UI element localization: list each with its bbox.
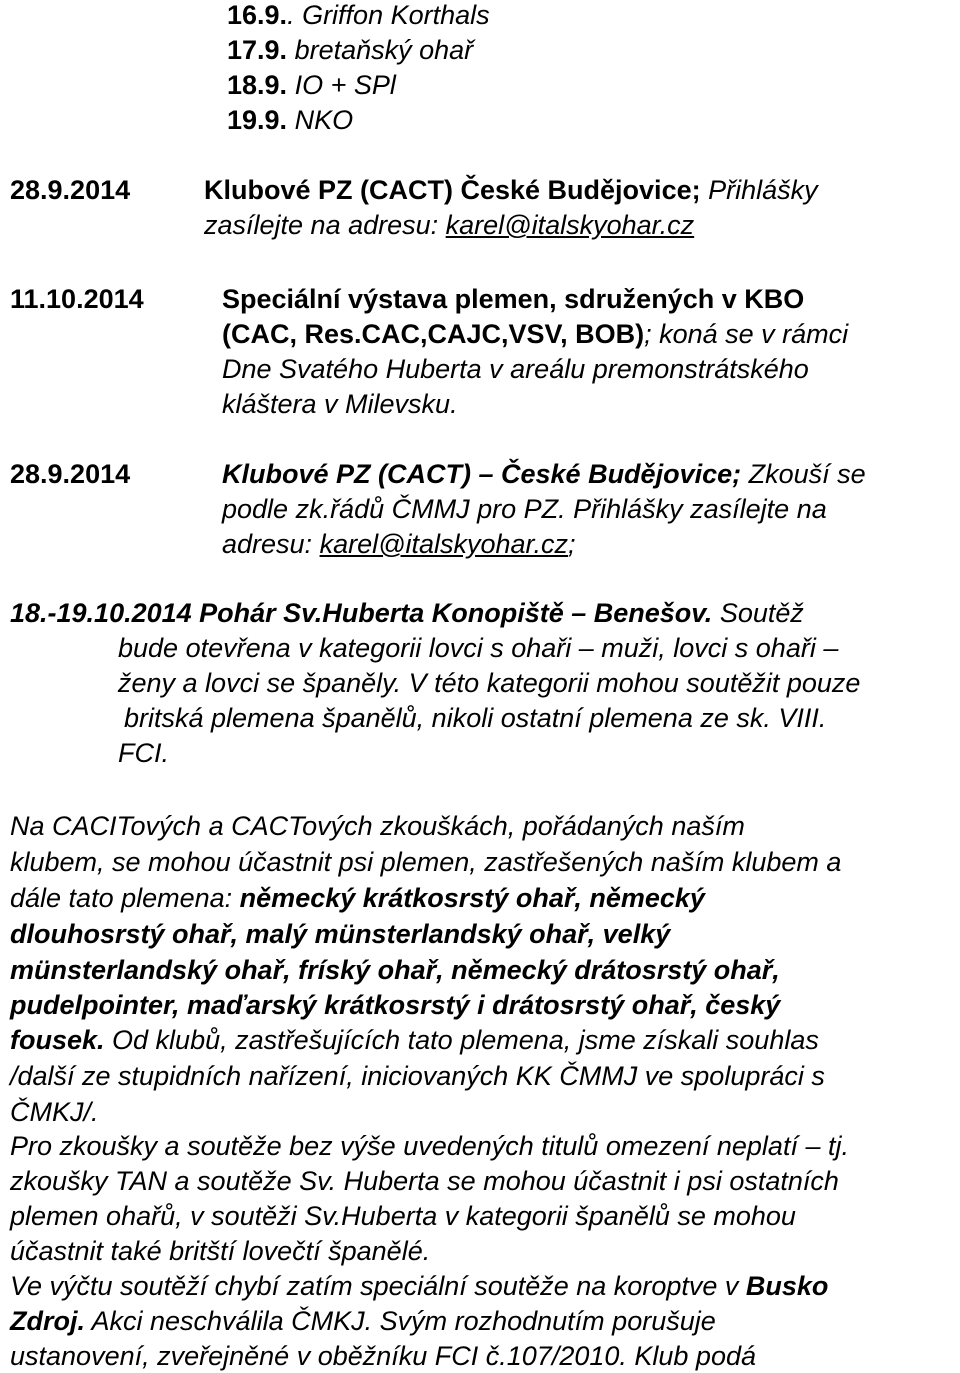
body-text bbox=[10, 881, 705, 915]
event-title-text: (CAC, Res.CAC,CAJC,VSV, BOB) bbox=[222, 319, 645, 349]
event-text: bude otevřena v kategorii lovci s ohaři – muži, lovci s ohaři – bbox=[118, 633, 839, 663]
event-text: kláštera v Milevsku. bbox=[222, 389, 458, 419]
event-title bbox=[222, 457, 866, 491]
schedule-text: IO + SPl bbox=[287, 70, 396, 100]
schedule-item bbox=[227, 68, 396, 102]
event-date: 11.10.2014 bbox=[10, 284, 144, 314]
schedule-text: bretaňský ohař bbox=[287, 35, 474, 65]
body-text: zkoušky TAN a soutěže Sv. Huberta se mohou účastnit i psi ostatních bbox=[10, 1166, 839, 1196]
body-text: ČMKJ/. bbox=[10, 1097, 99, 1127]
event-text: Dne Svatého Huberta v areálu premonstrátského bbox=[222, 354, 809, 384]
event-text: britská plemena španělů, nikoli ostatní plemena ze sk. VIII. bbox=[124, 703, 827, 733]
schedule-item bbox=[227, 33, 473, 67]
breed-list: fousek. bbox=[10, 1025, 105, 1055]
event-title-text: Klubové PZ (CACT) – České Budějovice; bbox=[222, 459, 742, 489]
body-text bbox=[10, 1269, 828, 1303]
event-text-part: ; bbox=[568, 529, 576, 559]
email-link[interactable]: karel@italskyohar.cz bbox=[319, 529, 569, 559]
event-text: ; koná se v rámci bbox=[644, 319, 849, 349]
event-text: ženy a lovci se španěly. V této kategorii mohou soutěžit pouze bbox=[118, 668, 861, 698]
event-text bbox=[222, 527, 576, 561]
body-text: /další ze stupidních nařízení, iniciovaných KK ČMMJ ve spolupráci s bbox=[10, 1061, 825, 1091]
event-title bbox=[204, 173, 818, 207]
event-text: FCI. bbox=[118, 738, 169, 768]
schedule-date: 18.9. bbox=[227, 70, 288, 100]
event-title-text: 18.-19.10.2014 Pohár Sv.Huberta Konopiště – Benešov. bbox=[10, 598, 713, 628]
schedule-date: 17.9. bbox=[227, 35, 288, 65]
schedule-date: 16.9. bbox=[227, 0, 288, 30]
schedule-item bbox=[227, 0, 490, 32]
schedule-text: NKO bbox=[287, 105, 354, 135]
body-text: ustanovení, zveřejněné v oběžníku FCI č.107/2010. Klub podá bbox=[10, 1341, 756, 1371]
breed-list: německý krátkosrstý ohař, německý bbox=[239, 883, 705, 913]
event-text bbox=[204, 208, 694, 242]
schedule-text: . Griffon Korthals bbox=[287, 0, 490, 30]
schedule-date: 19.9. bbox=[227, 105, 288, 135]
body-text-part: Od klubů, zastřešujících tato plemena, jsme získali souhlas bbox=[104, 1025, 819, 1055]
place-name: Busko bbox=[745, 1271, 829, 1301]
breed-list: münsterlandský ohař, fríský ohař, německý drátosrstý ohař, bbox=[10, 955, 780, 985]
body-text: klubem, se mohou účastnit psi plemen, zastřešených naším klubem a bbox=[10, 847, 842, 877]
event-date: 28.9.2014 bbox=[10, 459, 131, 489]
event-text: Přihlášky bbox=[700, 175, 818, 205]
event-title-text: Klubové PZ (CACT) České Budějovice; bbox=[204, 175, 701, 205]
place-name: Zdroj. bbox=[10, 1306, 85, 1336]
breed-list: pudelpointer, maďarský krátkosrstý i drátosrstý ohař, český bbox=[10, 990, 781, 1020]
body-text: Pro zkoušky a soutěže bez výše uvedených titulů omezení neplatí – tj. bbox=[10, 1131, 849, 1161]
breed-list: dlouhosrstý ohař, malý münsterlandský ohař, velký bbox=[10, 919, 671, 949]
event-title bbox=[222, 317, 848, 351]
body-text bbox=[10, 1023, 819, 1057]
event-text: Soutěž bbox=[712, 598, 804, 628]
event-title: Speciální výstava plemen, sdružených v KBO bbox=[222, 284, 805, 314]
body-text: účastnit také britští lovečtí španělé. bbox=[10, 1236, 431, 1266]
event-text: podle zk.řádů ČMMJ pro PZ. Přihlášky zasílejte na bbox=[222, 494, 827, 524]
event-date: 28.9.2014 bbox=[10, 175, 131, 205]
event-text-part: zasílejte na adresu: bbox=[204, 210, 446, 240]
body-text bbox=[10, 1304, 716, 1338]
event-text: Zkouší se bbox=[741, 459, 866, 489]
body-text-part: Akci neschválila ČMKJ. Svým rozhodnutím porušuje bbox=[85, 1306, 716, 1336]
event-text-part: adresu: bbox=[222, 529, 320, 559]
schedule-item bbox=[227, 103, 353, 137]
body-text: plemen ohařů, v soutěži Sv.Huberta v kategorii španělů se mohou bbox=[10, 1201, 796, 1231]
body-text: Na CACITových a CACTových zkouškách, pořádaných naším bbox=[10, 811, 745, 841]
email-link[interactable]: karel@italskyohar.cz bbox=[445, 210, 695, 240]
body-text-part: dále tato plemena: bbox=[10, 883, 240, 913]
event-title bbox=[10, 596, 804, 630]
body-text-part: Ve výčtu soutěží chybí zatím speciální soutěže na koroptve v bbox=[10, 1271, 746, 1301]
